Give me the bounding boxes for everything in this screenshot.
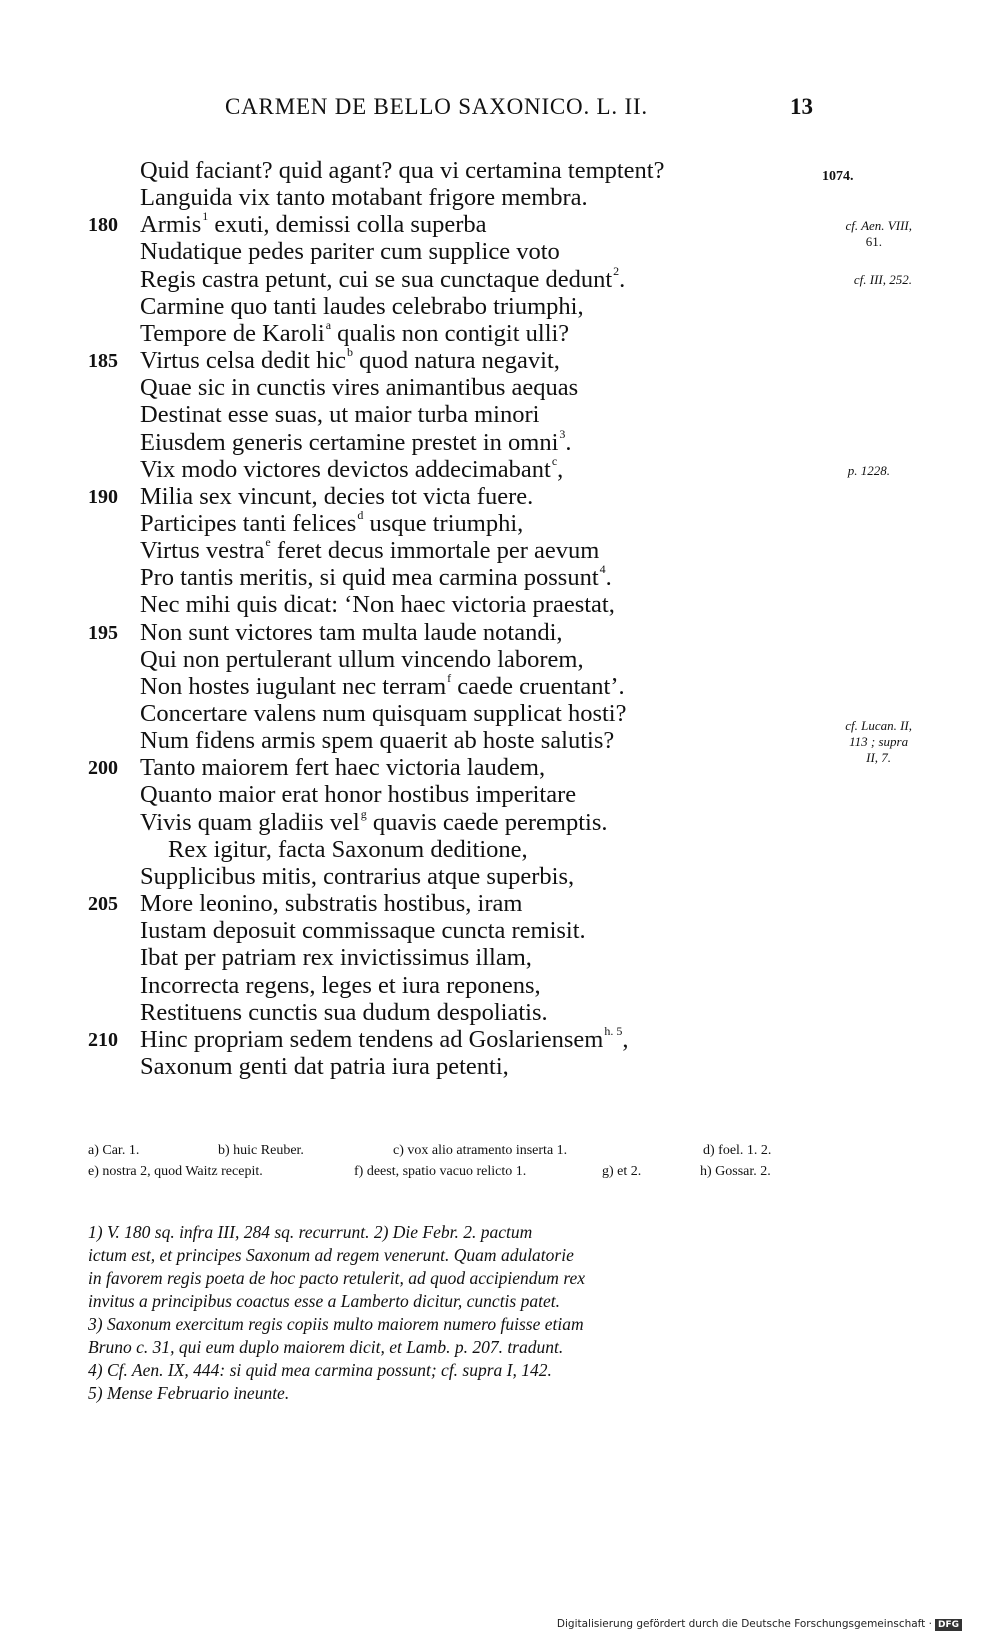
running-title: CARMEN DE BELLO SAXONICO. L. II. [225, 94, 648, 119]
verse-line [0, 781, 1000, 808]
verse-text: Nec mihi quis dicat: ‘Non haec victoria praestat, [140, 591, 615, 619]
page-number: 13 [790, 94, 813, 119]
verse-text: Nudatique pedes pariter cum supplice voto [140, 238, 560, 266]
footnote-marker: d [357, 507, 364, 522]
footnote-marker: f [447, 670, 452, 685]
verse-text: Ibat per patriam rex invictissimus illam, [140, 944, 532, 972]
verse-text: Destinat esse suas, ut maior turba minori [140, 401, 540, 429]
verse-text: Supplicibus mitis, contrarius atque superbis, [140, 862, 575, 890]
verse-text: Rex igitur, facta Saxonum deditione, [168, 835, 528, 863]
verse-text: Milia sex vincunt, decies tot victa fuere. [140, 482, 534, 510]
verse-line [0, 863, 1000, 890]
verse-text: Pro tantis meritis, si quid mea carmina possunt$^4$. [140, 562, 612, 592]
verse-line [0, 157, 1000, 184]
line-number: 205 [88, 893, 118, 916]
verse-text: Num fidens armis spem quaerit ab hoste salutis? [140, 727, 615, 755]
footnote-marker: e [265, 535, 271, 550]
verse-line [0, 591, 1000, 618]
footnote-marker: 1 [202, 209, 209, 224]
verse-line [0, 646, 1000, 673]
verse-text: Armis$^1$ exuti, demissi colla superba [140, 209, 487, 239]
verse-text: Quae sic in cunctis vires animantibus aequas [140, 374, 579, 402]
verse-line [0, 890, 1000, 917]
footnote-marker: c [551, 453, 558, 468]
footnote-marker: h. 5 [604, 1023, 623, 1038]
footnote-marker: g [360, 806, 367, 821]
dfg-logo-icon: DFG [935, 1619, 962, 1631]
verse-line [0, 972, 1000, 999]
verse-line [0, 184, 1000, 211]
verse-text: Concertare valens num quisquam supplicat hosti? [140, 700, 627, 727]
footnote-line: Bruno c. 31, qui eum duplo maiorem dicit, et Lamb. p. 207. tradunt. [88, 1337, 564, 1357]
verse-line [0, 507, 1000, 537]
margin-note-page: p. 1228. [847, 463, 890, 478]
verse-line [0, 293, 1000, 320]
verse-text: Regis castra petunt, cui se sua cunctaque dedunt$^2$. [140, 263, 626, 293]
verse-line [0, 1053, 1000, 1080]
verse-text: Virtus vestra$^e$ feret decus immortale per aevum [140, 535, 600, 565]
verse-line [0, 263, 1000, 293]
critical-apparatus [88, 1143, 818, 1185]
verse-text: Quid faciant? quid agant? qua vi certamina temptent? [140, 157, 665, 184]
verse-text: Participes tanti felices$^d$ usque triumphi, [140, 507, 524, 537]
verse-line [0, 426, 1000, 456]
digitization-credit: Digitalisierung gefördert durch die Deutsche Forschungsgemeinschaft · DFG [557, 1618, 962, 1631]
verse-text: Carmine quo tanti laudes celebrabo triumphi, [140, 292, 584, 320]
footnote-marker: a [325, 317, 332, 332]
margin-note-aen: cf. Aen. VIII, 61. [845, 218, 912, 249]
verse-line [0, 670, 1000, 700]
footnote-line: in favorem regis poeta de hoc pacto retulerit, ad quod accipiendum rex [88, 1268, 586, 1288]
verse-text: Iustam deposuit commissaque cuncta remisit. [140, 917, 586, 945]
verse-text: Tanto maiorem fert haec victoria laudem, [140, 754, 546, 782]
apparatus-row: a) Car. 1. b) huic Reuber. c) vox alio atramento inserta 1. d) foel. 1. 2. [88, 1143, 772, 1158]
line-number: 190 [88, 485, 118, 508]
verse-text: More leonino, substratis hostibus, iram [140, 890, 523, 918]
footnote-line: ictum est, et principes Saxonum ad regem venerunt. Quam adulatorie [88, 1245, 574, 1265]
verse-text: Incorrecta regens, leges et iura reponens, [140, 971, 541, 999]
footnote-line: 4) Cf. Aen. IX, 444: si quid mea carmina possunt; cf. supra I, 142. [88, 1360, 552, 1380]
verse-text: Vivis quam gladiis vel$^g$ quavis caede peremptis. [140, 806, 608, 836]
verse-text: Restituens cunctis sua dudum despoliatis. [140, 998, 548, 1026]
verse-line [0, 1023, 1000, 1053]
verse-text: Non sunt victores tam multa laude notandi, [140, 618, 563, 646]
verse-line [0, 836, 1000, 863]
line-number: 210 [88, 1028, 118, 1051]
verse-text: Qui non pertulerant ullum vincendo laborem, [140, 645, 584, 673]
verse-line [0, 401, 1000, 428]
line-number: 200 [88, 757, 118, 780]
verse-line [0, 806, 1000, 836]
verse-line [0, 999, 1000, 1026]
verse-text: Vix modo victores devictos addecimabant$^c$, [140, 453, 564, 483]
verse-line [0, 944, 1000, 971]
footnote-marker: b [347, 345, 354, 360]
footnote-line: invitus a principibus coactus esse a Lamberto dicitur, cunctis patet. [88, 1291, 560, 1311]
apparatus-row: e) nostra 2, quod Waitz recepit. f) deest, spatio vacuo relicto 1. g) et 2. h) Gossar. 2. [88, 1164, 771, 1179]
verse-text: Hinc propriam sedem tendens ad Goslariensem$^{h. 5}$, [140, 1023, 629, 1053]
verse-line [0, 564, 1000, 591]
verse-line [0, 537, 1000, 564]
page-header [0, 94, 1000, 134]
footnote-line: 5) Mense Februario ineunte. [88, 1383, 290, 1403]
line-number: 180 [88, 214, 118, 237]
verse-line [0, 317, 1000, 347]
verse-text: Tempore de Karoli$^a$ qualis non contigit ulli? [140, 317, 570, 347]
margin-note-crossref: cf. III, 252. [853, 272, 912, 287]
footnote-marker: 2 [613, 263, 620, 278]
footnote-marker: 4 [599, 562, 606, 577]
line-number: 185 [88, 350, 118, 373]
line-number: 195 [88, 621, 118, 644]
verse-line [0, 347, 1000, 374]
margin-year: 1074. [822, 169, 854, 184]
verse-line [0, 483, 1000, 510]
verse-text: Saxonum genti dat patria iura petenti, [140, 1052, 509, 1080]
verse-text: Virtus celsa dedit hic$^b$ quod natura negavit, [140, 345, 560, 375]
footnotes [88, 1222, 818, 1406]
footnote-line: 1) V. 180 sq. infra III, 284 sq. recurrunt. 2) Die Febr. 2. pactum [88, 1222, 533, 1242]
footnote-marker: 3 [559, 426, 566, 441]
footnote-line: 3) Saxonum exercitum regis copiis multo maiorem numero fuisse etiam [88, 1314, 584, 1334]
verse-text: Languida vix tanto motabant frigore membra. [140, 184, 588, 212]
verse-text: Quanto maior erat honor hostibus imperitare [140, 781, 577, 809]
verse-text: Eiusdem generis certamine prestet in omni$^3$. [140, 426, 572, 456]
verse-line [0, 917, 1000, 944]
verse-line [0, 619, 1000, 646]
margin-note-lucan: cf. Lucan. II, 113 ; supra II, 7. [845, 718, 912, 765]
verse-line [0, 374, 1000, 401]
verse-text: Non hostes iugulant nec terram$^f$ caede cruentant’. [140, 670, 625, 700]
